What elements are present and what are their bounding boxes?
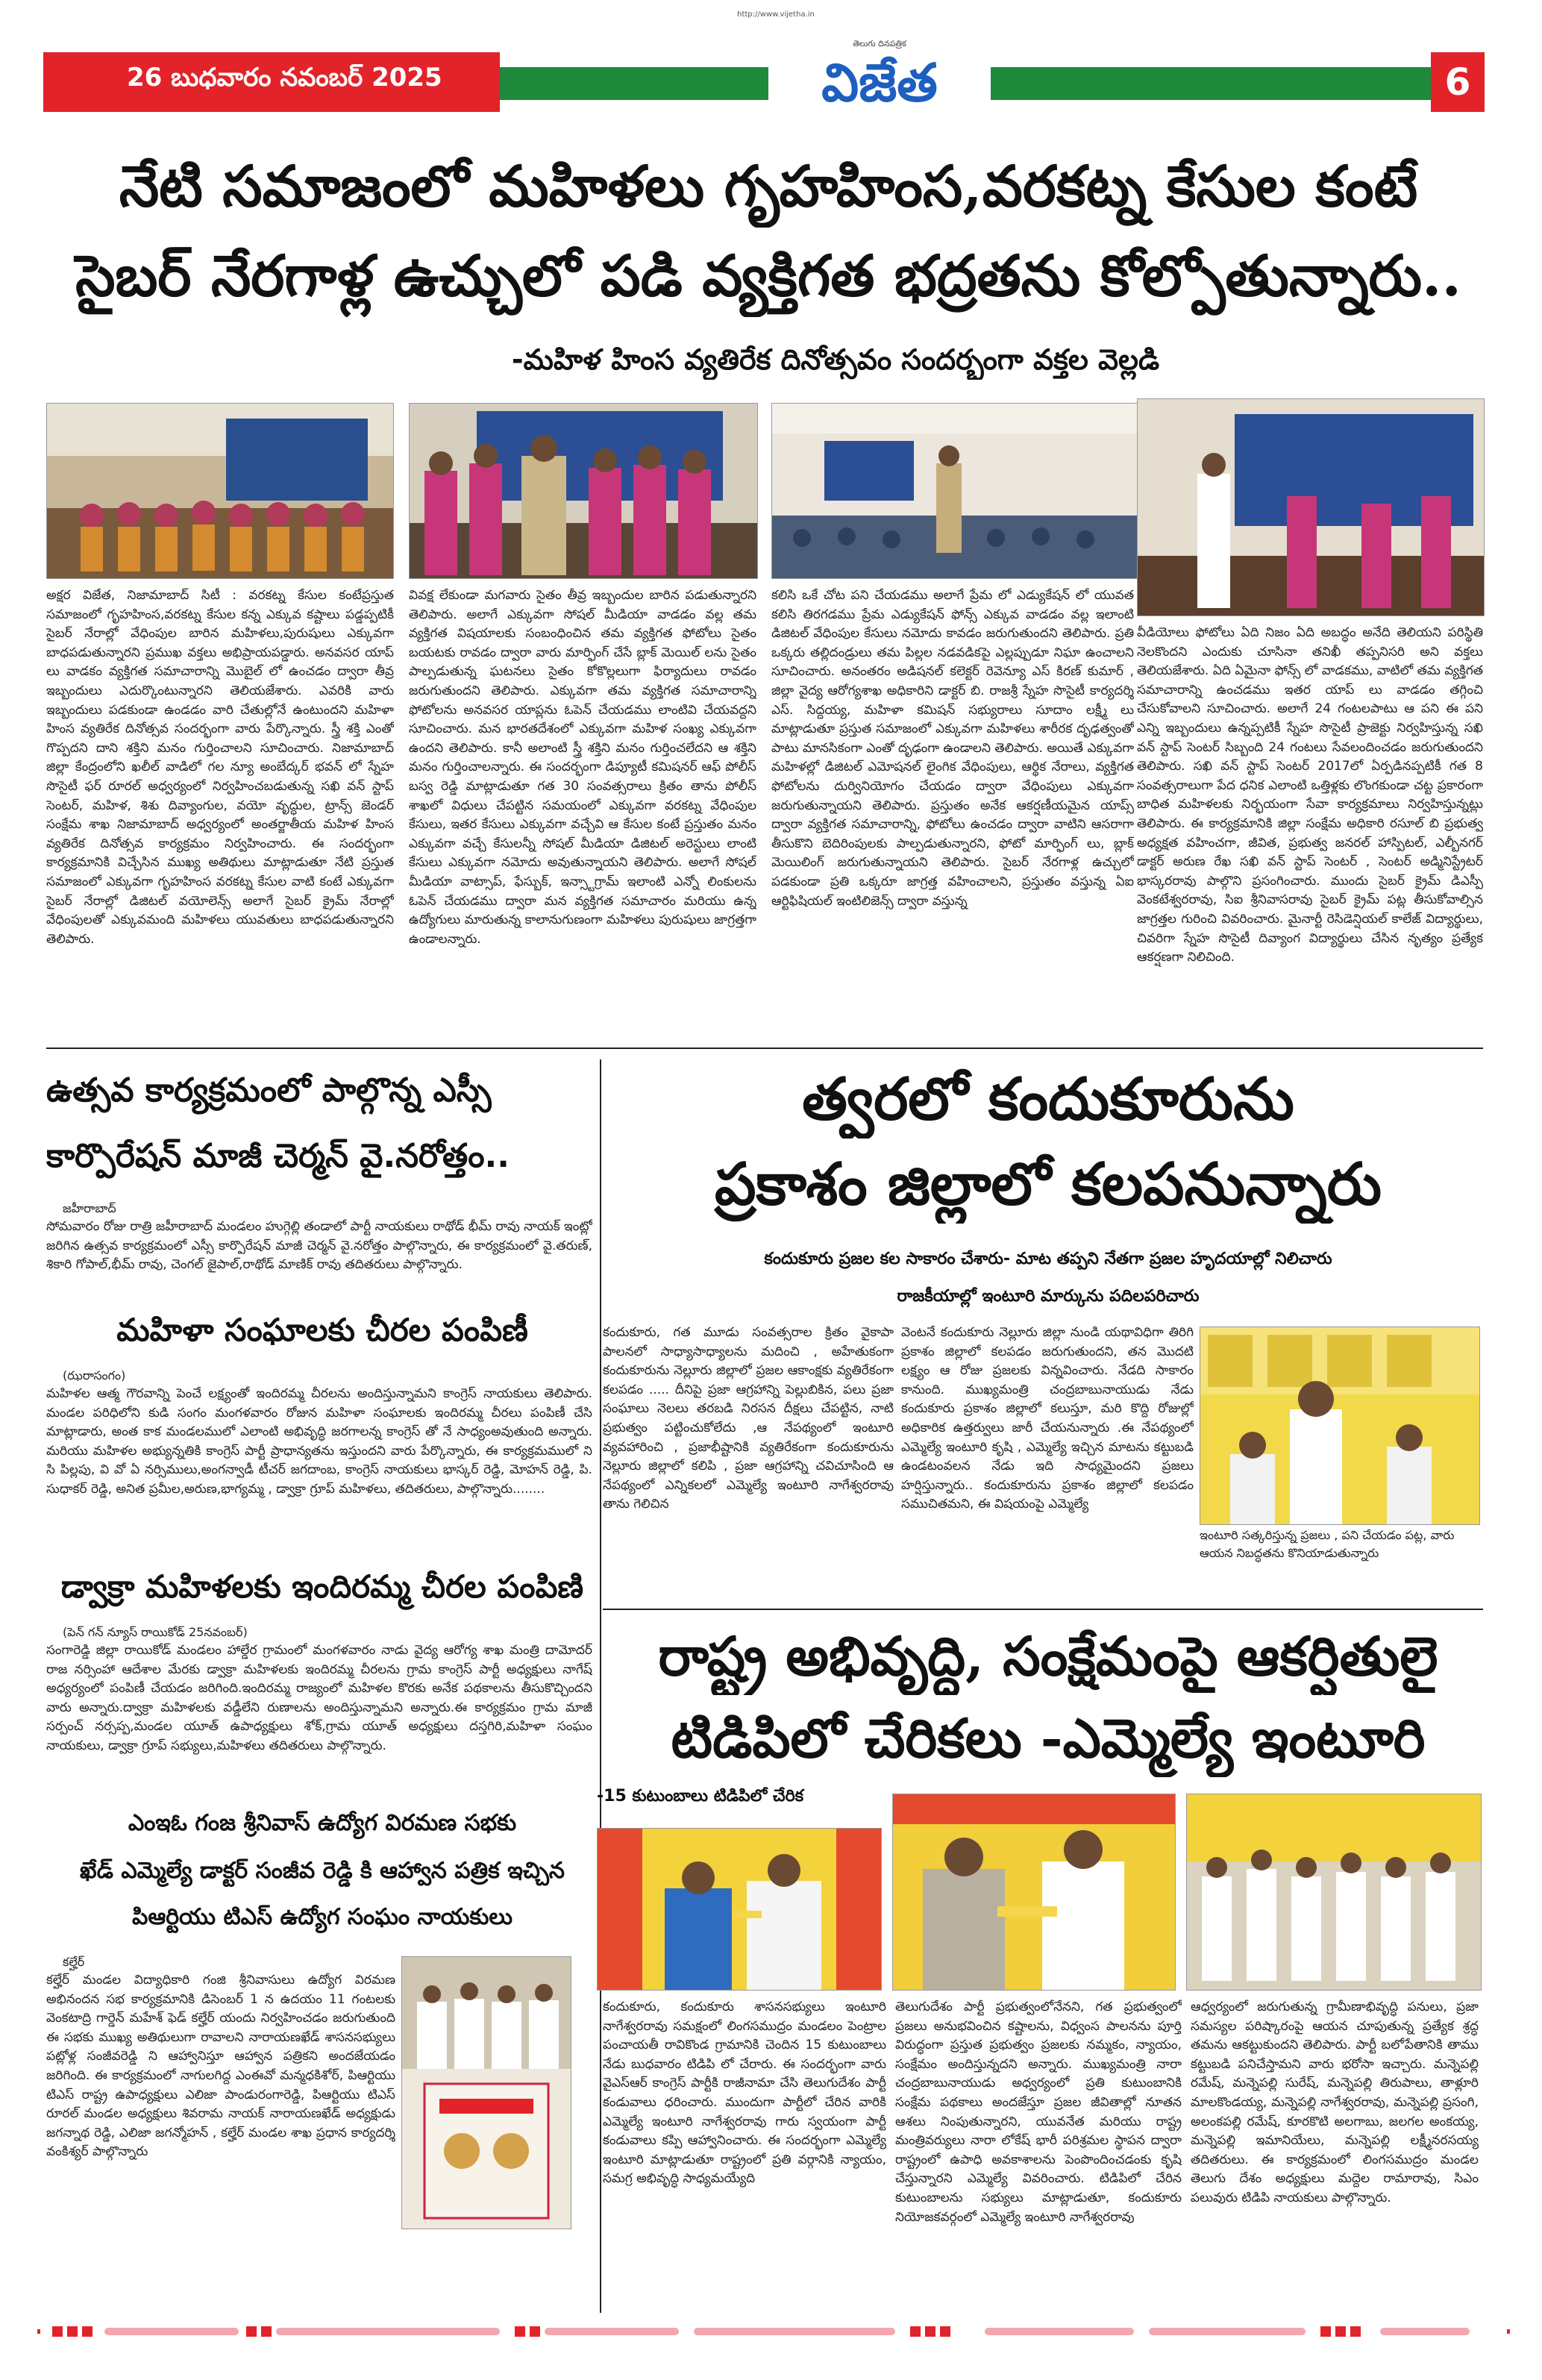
lead-column-4: వీడియోలు ఫోటోలు ఏది నిజం ఏది అబద్ధం అనేది తెలియని పరిస్థితి నెలకొందని ఎందుకు చూసినా తనిఖీ తప్పనిసరి అని వక్తలు తెలియజేశారు. ఏది ఏమైనా ఫోన్స్ లో వాడకము, వాటిలో తమ వ్యక్తిగత సమాచారాన్ని ఉంచడము ఇతర యాప్ లు వాడడం తగ్గించి చేసుకోవాలని సూచించారు. అలాగే 24 గంటలపాటు ఆ పని ఈ పని ఎన్ని ఇబ్బందులు ఉన్నప్పటికీ స్నేహ సొసైటీ ప్రాజెక్టు నిర్వహిస్తున్న సఖి వన్ స్టాప్ సెంటర్ సిబ్బంది 24 గంటలు సేవలందించడం జరుగుతుందని తెలిపారు. సఖి వన్ స్టాప్ సెంటర్ 2017లో ఏర్పడినప్పటికీ గత 8 సంవత్సరాలుగా పేద ధనిక ఎలాంటి ఒత్తిళ్లకు లొంగకుండా చట్ట ప్రకారంగా బాధిత మహిళలకు నిర్భయంగా సేవా కార్యక్రమాలు నిర్వహిస్తున్నట్లు తెలిపారు. ఈ కార్యక్రమానికి జిల్లా సంక్షేమ అధికారి రసూల్ బి ప్రభుత్వ అధ్యక్షత వహించగా, జీవిత, ప్రభుత్వ జనరల్ హాస్పిటల్, ఎల్బీనగర్ డాక్టర్ అరుణ రేఖ సఖి వన్ స్టాప్ సెంటర్ , సెంటర్ అడ్మినిస్ట్రేటర్ భాస్కరరావు పాల్గొని ప్రసంగించారు. ముందు సైబర్ క్రైమ్ డిఎస్పీ వెంకటేశ్వరరావు, సిఐ శ్రీనివాసరావు సైబర్ క్రైమ్ పట్ల తీసుకోవాల్సిన జాగ్రత్తల గురించి వివరించారు. మైనార్టీ రెసిడెన్షియల్ కాలేజ్ విద్యార్థులు, చివరిగా స్నేహ సొసైటీ దివ్యాంగ విద్యార్థులు చేసిన నృత్యం ప్రత్యేక ఆకర్షణగా నిలిచింది. [1137,625,1483,965]
header-green-band-left [500,67,768,100]
header-green-band-right [991,67,1431,100]
retire-dateline: కల్హేర్ [63,1955,85,1969]
date-line: 26 బుధవారం నవంబర్ 2025 [127,63,442,93]
lead-headline-line1: నేటి సమాజంలో మహిళలు గృహహింస,వరకట్న కేసుల కంటే [119,153,1418,219]
retire-photo [401,1956,571,2229]
lead-photo-3 [771,403,1140,579]
tdp-photo-2 [892,1794,1176,1991]
divider-lead [46,1047,1483,1049]
lead-photo-2 [409,403,758,579]
kandukur-headline-line1: త్వరలో కందుకూరును [802,1065,1294,1133]
tdp-headline-line2: టిడిపిలో చేరికలు -ఎమ్మెల్యే ఇంటూరి [671,1706,1426,1770]
kandukur-photo [1200,1327,1480,1525]
tdp-column-2: తెలుగుదేశం పార్టీ ప్రభుత్వంలోనేనని, గత ప్రభుత్వంలో ప్రజలు అనుభవించిన కష్టాలను, విధ్వంస పాలనను పూర్తి విరుద్ధంగా ప్రస్తుత ప్రభుత్వం ప్రజలకు నమ్మకం, న్యాయం, సంక్షేమం అందిస్తున్నదని అన్నారు. ముఖ్యమంత్రి నారా చంద్రబాబునాయుడు అధ్వర్యంలో ప్రతి కుటుంబానికి సంక్షేమ పథకాలు అందజేస్తూ ప్రజల జీవితాల్లో నూతన ఆశలు నింపుతున్నారని, యువనేత మరియు రాష్ట్ర మంత్రివర్యులు నారా లోకేష్ భారీ పరిశ్రమల స్థాపన ద్వారా రాష్ట్రంలో ఉపాధి అవకాశాలను పెంపొందించడంకు కృషి చేస్తున్నారని ఎమ్మెల్యే వివరించారు. టిడిపిలో చేరిన కుటుంబాలను సభ్యులు మాట్లాడుతూ, కందుకూరు నియోజకవర్గంలో ఎమ్మెల్యే ఇంటూరి నాగేశ్వరరావు [895,1999,1182,2225]
masthead-title: విజేత [821,51,938,113]
tdp-photo-3 [1186,1794,1482,1991]
sarees2-headline: డ్వాక్రా మహిళలకు ఇందిరమ్మ చీరల పంపిణి [60,1568,584,1605]
nsc-headline-line1: ఉత్సవ కార్యక్రమంలో పాల్గొన్న ఎస్సీ [46,1071,492,1109]
masthead-tagline: తెలుగు దినపత్రిక [853,39,906,48]
tdp-subhead: -15 కుటుంబాలు టిడిపిలో చేరిక [597,1787,804,1806]
kandukur-subhead-line2: రాజకీయాల్లో ఇంటూరి మార్కును పదిలపరిచారు [897,1287,1200,1306]
sarees1-headline: మహిళా సంఘాలకు చీరల పంపిణీ [116,1312,528,1348]
sarees1-body: మహిళల ఆత్మ గౌరవాన్ని పెంచే లక్ష్యంతో ఇందిరమ్మ చీరలను అందిస్తున్నామని కాంగ్రెస్ నాయకులు తెలిపారు. మండల పరిధిలోని కుడి సంగం మంగళవారం రోజున మహిళా సంఘాలకు ఇందిరమ్మ చీరలు పంపిణీ చేసి మాట్లాడారు, అంత కాక మండలములో ఎలాంటి అభివృద్ధి జరగాలన్న కాంగ్రెస్ తో నే సాధ్యంఅవుతుంది అన్నారు. మరియు మహిళల అభ్యున్నతికి కాంగ్రెస్ పార్టీ ప్రాధాన్యతను ఇస్తుందని వారు పేర్కొన్నారు, ఈ కార్యక్రమములో ని సి పిల్లపు, వి వో ఏ నర్సిములు,అంగన్వాడీ టీచర్ జగదాంబ, కాంగ్రెస్ నాయకులు భాస్కర్ రెడ్డి, మోహన్ రెడ్డి, పి. సుధాకర్ రెడ్డి, అనిత ప్రమీల,అరుణ,భాగ్యమ్మ , డ్వాక్రా గ్రూప్ మహిళలు, తదితరులు, పాల్గొన్నారు........ [46,1386,592,1497]
sarees1-dateline: (ఝరాసంగం) [63,1368,126,1382]
kandukur-column-1: కందుకూరు, గత మూడు సంవత్సరాల క్రితం వైకాపా పాలనలో సాధ్యాసాధ్యాలను మదించి , అహేతుకంగా కందుకూరును నెల్లూరు జిల్లాలో ప్రజల ఆకాంక్షకు వ్యతిరేకంగా కలపడం ..... దీనిపై ప్రజా ఆగ్రహాన్ని పెల్లుబికిన, పలు ప్రజా సంఘాలు నెలలు తరబడి నిరసన దీక్షలు చేపట్టిన, నాటి ప్రభుత్వం పట్టించుకోలేదు ,ఆ నేపథ్యంలో ఇంటూరి వ్యవహారించి , ప్రజాభీష్టానికి వ్యతిరేకంగా కందుకూరును నెల్లూరు జిల్లాలో కలిపి , ప్రజా ఆగ్రహాన్ని చవిచూసింది ఆ నేపథ్యంలో ఎన్నికలలో ఎమ్మెల్యే ఇంటూరి నాగేశ్వరరావు తాను గెలిచిన [603,1325,894,1512]
retire-headline-line2: ఖేడ్ ఎమ్మెల్యే డాక్టర్ సంజీవ రెడ్డి కి ఆహ్వాన పత్రిక ఇచ్చిన [80,1858,565,1884]
retire-body: కల్హేర్ మండల విద్యాధికారి గంజి శ్రీనివాసులు ఉద్యోగ విరమణ అభినందన సభ కార్యక్రమానికి డిసెంబర్ 1 న ఉదయం 11 గంటలకు వెంకటాద్రి గార్డెన్ మహేశ్ ఫెడ్ కల్హేర్ యందు నిర్వహించడం జరుగుతుంది ఈ సభకు ముఖ్య అతిథులుగా రావాలని నారాయణఖేడ్ శాసనసభ్యులు పట్లోళ్ల సంజీవరెడ్డి ని ఆహ్వానిస్తూ ఆహ్వాన పత్రికని అందజేయడం జరిగింది. ఈ కార్యక్రమంలో నాగులగిద్ద ఎంఈవో మన్మధకిశోర్, పిఆర్టియు టిఎస్ రాష్ట్ర ఉపాధ్యక్షులు ఎలిజా పాండురంగారెడ్డి, పిఆర్టియు టిఎస్ రూరల్ మండల అధ్యక్షులు శివరామ నాయక్ నారాయణఖేడ్ అధ్యక్షుడు జగన్నాథ రెడ్డి, ఎలిజా జగన్మోహన్ , కల్హేర్ మండల శాఖ ప్రధాన కార్యదర్శి వంకిశ్యర్ పాల్గొన్నారు [46,1973,395,2160]
kandukur-photo-caption: ఇంటూరి సత్కరిస్తున్న ప్రజలు , పని చేయడం పట్ల, వారు ఆయన నిబద్ధతను కొనియాడుతున్నారు [1200,1528,1455,1560]
top-url: http://www.vijetha.in [737,10,815,19]
tdp-column-3: ఆధ్వర్యంలో జరుగుతున్న గ్రామీణాభివృద్ధి పనులు, ప్రజా సమస్యల పరిష్కారంపై ఆయన చూపుతున్న ప్రత్యేక శ్రద్ధ తమను ఆకట్టుకుందని తెలిపారు. పార్టీ బలోపేతానికి తాము కట్టుబడి పనిచేస్తామని వారు భరోసా ఇచ్చారు. మన్నెపల్లి రమేష్, మన్నెపల్లి సురేష్, మన్నెపల్లి తిరుపాలు, తాళ్లూరి మాలకొండయ్య, మన్నెపల్లి నాగేశ్వరరావు, మన్నెపల్లి ప్రసంగి, అలంకపల్లి రమేష్, కూరకొటి అలగాబు, జలగల అంకయ్య, మన్నెపల్లి ఇమానియేలు, మన్నెపల్లి లక్ష్మీనరసయ్య తదితరులు. ఈ కార్యక్రమంలో లింగసముద్రం మండల తెలుగు దేశం అధ్యక్షులు మద్దెల రామారావు, సిఎం పలువురు టిడిపి నాయకులు పాల్గొన్నారు. [1191,1999,1479,2205]
lead-column-1: అక్షర విజేత, నిజామాబాద్ సిటీ : వరకట్న కేసుల కంటేప్రస్తుత సమాజంలో గృహహింస,వరకట్న కేసుల కన్న ఎక్కువ కష్టాలు పడ్డప్పటికీ సైబర్ నేరాల్లో వేధింపుల బారిన మహిళలు,పురుషులు ఎక్కువగా బాధపడుతున్నారని ప్రముఖ వక్తలు అభిప్రాయపడ్డారు. అనవసర యాప్ లు వాడకం వ్యక్తిగత సమాచారాన్ని మొబైల్ లో ఉంచడం ద్వారా తీవ్ర ఇబ్బందులు ఎదుర్కొంటున్నారని తెలియజేశారు. ఎవరికి వారు ఇబ్బందులు పడకుండా ఉండడం వారి చేతుల్లోనే ఉంటుందని మహిళా హింస వ్యతిరేక దినోత్సవ సందర్భంగా వారు పేర్కొన్నారు. స్త్రీ శక్తి ఎంతో గొప్పదని దాని శక్తిని మనం గుర్తించాలని సూచించారు. నిజామాబాద్ జిల్లా కేంద్రంలోని ఖలీల్ వాడిలో గల న్యూ అంబేద్కర్ భవన్ లో స్నేహ సొసైటీ ఫర్ రూరల్ అధ్వర్యంలో నిర్వహించబడుతున్న సఖి వన్ స్టాప్ సెంటర్, మహిళ, శిశు దివ్యాంగుల, వయో వృద్ధుల, ట్రాన్స్ జెండర్ సంక్షేమ శాఖ నిజామాబాద్ అధ్వర్యంలో అంతర్జాతీయ మహిళ హింస వ్యతిరేక దినోత్సవ కార్యక్రమం నిర్వహించారు. ఈ సందర్భంగా కార్యక్రమానికి విచ్చేసిన ముఖ్య అతిథులు మాట్లాడుతూ నేటి ప్రస్తుత సమాజంలో ఎక్కువగా గృహహింస వరకట్న కేసుల వాటి కంటే ఎక్కువగా సైబర్ నేరాల్లో డిజిటల్ వయోలెన్స్ అలాగే సైబర్ క్రైమ్ నేరాల్లో వేధింపులతో ఎక్కువమంది మహిళలు యువతులు బాధపడుతున్నారని తెలిపారు. [46,588,394,947]
divider-vertical [600,1059,601,2313]
divider-kandukur [603,1609,1483,1610]
lead-column-3: కలిసి ఒకే చోట పని చేయడము అలాగే ప్రేమ లో ఎడ్యుకేషన్ లో యువత కలిసి తిరగడము ప్రేమ ఎడ్యుకేషన్ ఫోన్స్ ఎక్కువ వాడడం వల్ల ఇలాంటి డిజిటల్ వేధింపుల కేసులు నమోదు కావడం జరుగుతుందని తెలిపారు. ప్రతి ఒక్కరు తల్లిదండ్రులు తమ పిల్లల నడవడికపై ఎల్లప్పుడూ నిఘా ఉంచాలని సూచించారు. అనంతరం అడిషనల్ కలెక్టర్ రెవెన్యూ ఎస్ కిరణ్ కుమార్ , జిల్లా వైద్య ఆరోగ్యశాఖ అధికారిని డాక్టర్ బి. రాజశ్రీ స్నేహ సొసైటీ కార్యదర్శి ఎస్. సిద్దయ్య, మహిళా కమిషన్ సభ్యురాలు సూదాం లక్ష్మీ లు మాట్లాడుతూ ప్రస్తుత సమాజంలో ఎక్కువగా మహిళలు శారీరక దృఢత్వంతో పాటు మానసికంగా ఎంతో దృఢంగా ఉండాలని తెలిపారు. అయితే ఎక్కువగా మహిళల్లో డిజిటల్ ఎమోషనల్ లైంగిక వేధింపులు, ఆర్థిక నేరాలు, వ్యక్తిగత ఫోటోలను దుర్వినియోగం చేయడం ద్వారా వేధింపులు ఎక్కువగా జరుగుతున్నాయని తెలిపారు. ప్రస్తుతం అనేక ఆకర్షణీయమైన యాప్స్ ద్వారా వ్యక్తిగత సమాచారాన్ని, ఫోటోలు ఉంచడం ద్వారా వాటిని ఆసరాగా తీసుకొని బెదిరింపులకు పాల్పడుతున్నారని, ఫోటో మార్ఫింగ్ లు, బ్లాక్ మెయిలింగ్ జరుగుతున్నాయని తెలిపారు. సైబర్ నేరగాళ్ల ఉచ్చులో పడకుండా ప్రతి ఒక్కరూ జాగ్రత్త వహించాలని, ప్రస్తుతం వస్తున్న ఏఐ ఆర్టిఫిషియల్ ఇంటిలిజెన్స్ ద్వారా వస్తున్న [771,588,1134,909]
page-number: 6 [1431,52,1485,112]
tdp-headline-line1: రాష్ట్ర అభివృద్ధి, సంక్షేమంపై ఆకర్షితులై [658,1624,1438,1688]
sarees2-dateline: (పెన్ గన్ న్యూస్ రాయికోడ్ 25నవంబర్) [63,1625,248,1639]
nsc-body: సోమవారం రోజు రాత్రి జహీరాబాద్ మండలం హుగ్గెల్లి తండాలో పార్టీ నాయకులు రాథోడ్ భీమ్ రావు నాయక్ ఇంట్లో జరిగిన ఉత్సవ కార్యక్రమంలో ఎస్సీ కార్పొరేషన్ మాజీ చెర్మన్ వై.నరోత్తం పాల్గొన్నారు, ఈ కార్యక్రమంలో వై.తరుణ్, శికారి గోపాల్,భీమ్ రావు, చెంగల్ జైపాల్,రాథోడ్ మాణిక్ రావు తదితరులు పాల్గొన్నారు. [46,1219,592,1273]
retire-headline-line3: పిఆర్టియు టిఎస్ ఉద్యోగ సంఘం నాయకులు [132,1904,513,1930]
retire-headline-line1: ఎంఇఓ గంజ శ్రీనివాస్ ఉద్యోగ విరమణ సభకు [128,1810,517,1836]
lead-photo-1 [46,403,394,579]
kandukur-subhead-line1: కందుకూరు ప్రజల కల సాకారం చేశారు- మాట తప్పని నేతగా ప్రజల హృదయాల్లో నిలిచారు [764,1250,1332,1268]
nsc-headline-line2: కార్పొరేషన్ మాజీ చెర్మన్ వై.నరోత్తం.. [46,1137,510,1175]
lead-subheadline: -మహిళ హింస వ్యతిరేక దినోత్సవం సందర్భంగా వక్తల వెల్లడి [511,343,1160,376]
sarees2-body: సంగారెడ్డి జిల్లా రాయికోడ్ మండలం హాల్డేర గ్రామంలో మంగళవారం నాడు వైద్య ఆరోగ్య శాఖ మంత్రి దామోదర్ రాజ నర్సింహా ఆదేశాల మేరకు డ్వాక్రా మహిళలకు ఇందిరమ్మ చీరలను గ్రామ కాంగ్రెస్ పార్టీ అధ్యక్షులు నాగేష్ అధ్యర్యంలో పంపిణీ చేయడం జరిగింది.ఇందిరమ్మ రాజ్యంలో మహిళల కొరకు అనేక పథకాలను తీసుకొచ్చిందని వారు అన్నారు.ద్వాక్రా మహిళలకు వడ్డీలేని రుణాలను అందిస్తున్నామని అన్నారు.ఈ కార్యక్రమం గ్రామ మాజీ సర్పంచ్ నర్సప్ప,మండల యూత్ ఉపాధ్యక్షులు శోక్,గ్రామ యూత్ అధ్యక్షులు దస్తగిరి,మహిళా సంఘం నాయకులు, డ్వాక్రా గ్రూప్ సభ్యులు,మహిళలు తదితరులు పాల్గొన్నారు. [46,1643,592,1753]
tdp-column-1: కందుకూరు, కందుకూరు శాసనసభ్యులు ఇంటూరి నాగేశ్వరరావు సమక్షంలో లింగసముద్రం మండలం పెంట్రాల పంచాయతీ రావికొండ గ్రామానికి చెందిన 15 కుటుంబాలు నేడు బుధవారం టిడిపి లో చేరారు. ఈ సందర్భంగా వారు వైఎస్ఆర్ కాంగ్రెస్ పార్టీకి రాజీనామా చేసి తెలుగుదేశం పార్టీ కండువాలు ధరించారు. ముందుగా పార్టీలో చేరిన వారికి ఎమ్మెల్యే ఇంటూరి నాగేశ్వరరావు గారు స్వయంగా పార్టీ కండువాలు కప్పి ఆహ్వానించారు. ఈ సందర్భంగా ఎమ్మెల్యే ఇంటూరి మాట్లాడుతూ రాష్ట్రంలో ప్రతి వర్గానికి న్యాయం, సమగ్ర అభివృద్ధి సాధ్యమయ్యేది [603,1999,886,2187]
footer-decoration [22,2320,1522,2343]
lead-headline-line2: సైబర్ నేరగాళ్ల ఉచ్చులో పడి వ్యక్తిగత భద్రతను కోల్పోతున్నారు.. [75,242,1461,309]
lead-column-2: వివక్ష లేకుండా మగవారు సైతం తీవ్ర ఇబ్బందుల బారిన పడుతున్నారని తెలిపారు. అలాగే ఎక్కువగా సోషల్ మీడియా వాడడం వల్ల తమ వ్యక్తిగత విషయాలకు సంబంధించిన తమ వ్యక్తిగత ఫోటోలు సైతం బయటకు రావడం ద్వారా వారు మార్ఫింగ్ చేసే బ్లాక్ మెయిల్ లను సైతం పాల్పడుతున్న ఘటనలు సైతం కోకొల్లలుగా ఫిర్యాదులు రావడం జరుగుతుందని తెలిపారు. ఎక్కువగా తమ వ్యక్తిగత సమాచారాన్ని ఫోటోలను అనవసర యాప్లను ఓపెన్ చేయడము లాంటివి చేయవద్దని సూచించారు. మన భారతదేశంలో ఎక్కువగా మహిళ సంఖ్య ఎక్కువగా ఉందని తెలిపారు. కానీ అలాంటి స్త్రీ శక్తిని మనం గుర్తించలేదని ఆ శక్తిని మనం గుర్తించాలన్నారు. ఈ సందర్భంగా డిప్యూటీ కమిషనర్ ఆఫ్ పోలీస్ బస్వ రెడ్డి మాట్లాడుతూ గత 30 సంవత్సరాలు క్రితం తాను పోలీస్ శాఖలో విధులు చేపట్టిన సమయంలో ఎక్కువగా వరకట్న వేధింపుల కేసులు, ఇతర కేసులు ఎక్కువగా వచ్చేవి ఆ కేసుల కంటే ప్రస్తుతం మనం ఎక్కువగా వచ్చే కేసులన్నీ సోషల్ మీడియా డిజిటల్ అరెస్టులు లాంటి కేసులు ఎక్కువగా నమోదు అవుతున్నాయని తెలిపారు. అలాగే సోషల్ మీడియా వాట్సాప్, ఫేస్బుక్, ఇన్స్టాగ్రామ్ ఇలాంటి ఎన్నో లింకులను ఓపెన్ చేయడము ద్వారా మన వ్యక్తిగత సమాచారం మరియు ఉన్న ఉద్యోగులు మారుతున్న కాలానుగుణంగా మహిళలు పురుషులు జాగ్రత్తగా ఉండాలన్నారు. [409,588,756,947]
kandukur-column-2: వెంటనే కందుకూరు నెల్లూరు జిల్లా నుండి యథావిధిగా తిరిగి ప్రకాశం జిల్లాలో కలపడం జరుగుతుందని, తన మొదటి లక్ష్యం ఆ రోజు ప్రజలకు విన్నవించారు. నేడది సాకారం కానుంది. ముఖ్యమంత్రి చంద్రబాబునాయుడు నేడు కందుకూరు ప్రకాశం జిల్లాలో కలుస్తూ, మరి కొద్ది రోజుల్లో అధికారిక ఉత్తర్వులు జారీ చేయనున్నారు .ఈ నేపథ్యంలో ఎమ్మెల్యే ఇంటూరి కృషి , ఎమ్మెల్యే ఇచ్చిన మాటను కట్టుబడి ఉండటంవలన నేడు ఇది సాధ్యమైందని ప్రజలు హర్షిస్తున్నారు.. కందుకూరును ప్రకాశం జిల్లాలో కలపడం సముచితమని, ఈ విషయంపై ఎమ్మెల్యే [901,1325,1194,1512]
lead-photo-4 [1137,398,1485,616]
masthead-logo [768,37,991,119]
kandukur-headline-line2: ప్రకాశం జిల్లాలో కలపనున్నారు [714,1150,1382,1218]
nsc-dateline: జహీరాబాద్ [63,1201,116,1215]
tdp-photo-1 [597,1828,882,1991]
